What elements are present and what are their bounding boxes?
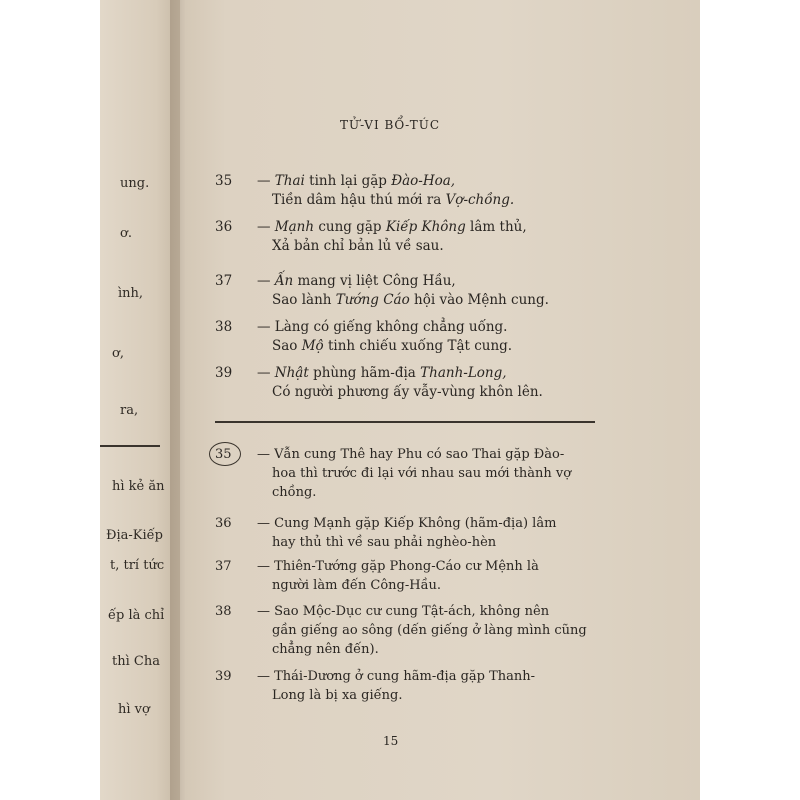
circled-number-mark — [209, 442, 241, 466]
note-text: Long là bị xa giếng. — [272, 688, 403, 703]
left-fragment: ình, — [118, 286, 144, 301]
verse-text: tinh lại gặp — [304, 173, 392, 189]
left-fragment: ra, — [120, 403, 139, 418]
verse-text: mang vị liệt Công Hầu, — [293, 273, 456, 289]
verse-text: lâm thủ, — [465, 219, 527, 235]
left-fragment: thì Cha — [112, 654, 160, 669]
note-39 — [215, 667, 595, 705]
verse-37 — [215, 272, 549, 310]
verse-text: Làng có giếng không chẳng uống. — [274, 319, 508, 335]
left-fragment: ung. — [120, 176, 150, 191]
note-37 — [215, 557, 595, 595]
verse-italic: Thanh-Long, — [420, 365, 507, 381]
verse-italic: Mộ — [301, 338, 324, 354]
section-divider — [215, 421, 595, 423]
verse-italic: Tướng Cáo — [335, 292, 410, 308]
note-text: Thiên-Tướng gặp Phong-Cáo cư Mệnh là — [274, 559, 539, 574]
verse-dash: — — [257, 319, 271, 335]
verse-35 — [215, 172, 514, 210]
verse-dash: — — [257, 273, 271, 289]
verse-text: cung gặp — [314, 219, 386, 235]
verse-dash: — — [257, 173, 271, 189]
verse-text: hội vào Mệnh cung. — [409, 292, 549, 308]
left-fragment: Địa-Kiếp — [106, 528, 163, 543]
note-text: chồng. — [272, 485, 317, 500]
note-text: hay thủ thì về sau phải nghèo-hèn — [272, 535, 497, 550]
note-dash: — — [257, 516, 270, 531]
note-text: hoa thì trước đi lại với nhau sau mới thành vợ — [272, 466, 572, 481]
verse-number: 36 — [215, 219, 233, 235]
verse-italic: Kiếp Không — [385, 219, 466, 235]
note-number: 37 — [215, 559, 232, 574]
note-number: 35 — [215, 447, 232, 462]
note-text: Cung Mạnh gặp Kiếp Không (hãm-địa) lâm — [274, 516, 557, 531]
verse-text: Sao lành — [272, 292, 336, 308]
left-fragment: t, trí tức — [110, 558, 165, 573]
page-number: 15 — [383, 734, 399, 748]
left-fragment: ếp là chỉ — [108, 608, 165, 623]
left-divider — [100, 445, 160, 447]
verse-number: 38 — [215, 319, 233, 335]
verse-italic: Đào-Hoa, — [391, 173, 456, 189]
verse-italic: Vợ-chồng. — [445, 192, 515, 208]
verse-number: 37 — [215, 273, 233, 289]
verse-text: Xả bản chỉ bản lủ về sau. — [272, 238, 444, 254]
note-text: Vẫn cung Thê hay Phu có sao Thai gặp Đào- — [274, 447, 565, 462]
verse-dash: — — [257, 365, 271, 381]
verse-italic: Thai — [274, 173, 305, 189]
note-36 — [215, 514, 595, 552]
verse-text: Có người phương ấy vẫy-vùng khôn lên. — [272, 384, 543, 400]
left-fragment: ơ, — [112, 346, 124, 361]
note-dash: — — [257, 669, 270, 684]
verse-dash: — — [257, 219, 271, 235]
note-text: Thái-Dương ở cung hãm-địa gặp Thanh- — [274, 669, 536, 684]
note-number: 36 — [215, 516, 232, 531]
verse-text: Sao — [272, 338, 302, 354]
verse-italic: Nhật — [274, 365, 309, 381]
verse-38 — [215, 318, 512, 356]
verse-italic: Mạnh — [274, 219, 315, 235]
left-page — [100, 0, 180, 800]
verse-text: Tiền dâm hậu thú mới ra — [272, 192, 446, 208]
note-text: người làm đến Công-Hầu. — [272, 578, 442, 593]
note-text: chẳng nên đến). — [272, 642, 379, 657]
note-35 — [215, 445, 595, 502]
note-dash: — — [257, 559, 270, 574]
verse-number: 39 — [215, 365, 233, 381]
verse-39 — [215, 364, 543, 402]
verse-number: 35 — [215, 173, 233, 189]
note-number: 39 — [215, 669, 232, 684]
note-dash: — — [257, 604, 270, 619]
note-text: Sao Mộc-Dục cư cung Tật-ách, không nên — [274, 604, 550, 619]
right-page — [185, 0, 700, 800]
verse-36 — [215, 218, 527, 256]
verse-italic: Ấn — [274, 273, 294, 289]
left-fragment: hì vợ — [118, 702, 150, 717]
verse-text: phùng hãm-địa — [308, 365, 421, 381]
left-fragment: ơ. — [120, 226, 132, 241]
note-dash: — — [257, 447, 270, 462]
page-header: TỬ-VI BỔ-TÚC — [340, 118, 441, 132]
note-number: 38 — [215, 604, 232, 619]
verse-text: tinh chiếu xuống Tật cung. — [323, 338, 513, 354]
left-fragment: hì kẻ ăn — [112, 479, 165, 494]
note-text: gần giếng ao sông (dến giếng ở làng mình cũng — [272, 623, 587, 638]
note-38 — [215, 602, 595, 659]
